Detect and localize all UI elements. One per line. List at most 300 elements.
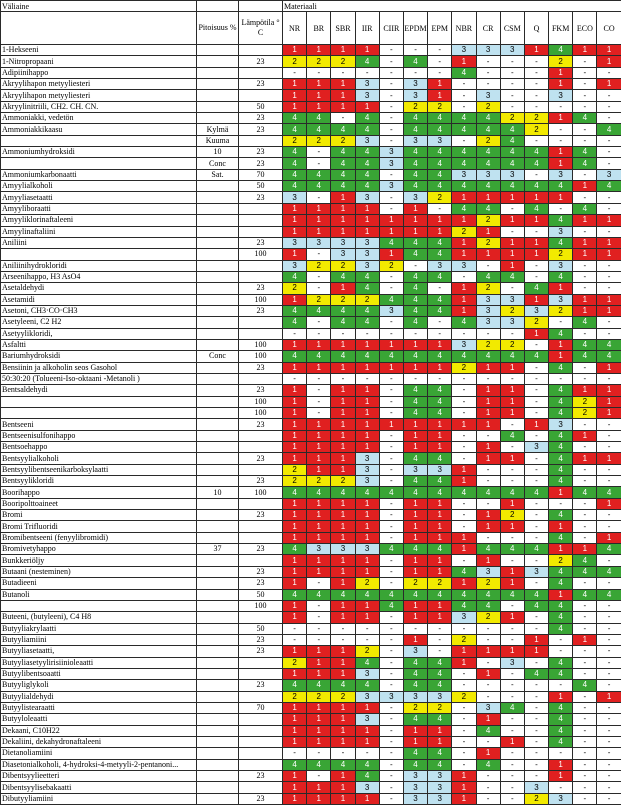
rating-cell-br: 1 bbox=[307, 714, 331, 725]
table-row bbox=[1, 113, 621, 124]
temperature-cell: 23 bbox=[239, 158, 283, 169]
temperature-cell: 23 bbox=[239, 419, 283, 430]
rating-cell-ciir: - bbox=[379, 430, 403, 441]
rating-cell-fkm: 4 bbox=[549, 271, 573, 282]
rating-cell-csm: 4 bbox=[500, 147, 524, 158]
temperature-cell: 70 bbox=[239, 169, 283, 180]
rating-cell-epm: - bbox=[428, 634, 452, 645]
rating-cell-co: - bbox=[597, 260, 621, 271]
rating-cell-co: 4 bbox=[597, 589, 621, 600]
rating-cell-epdm: 4 bbox=[403, 169, 427, 180]
rating-cell-q: 4 bbox=[524, 668, 548, 679]
rating-cell-csm: 1 bbox=[500, 408, 524, 419]
rating-cell-ciir: - bbox=[379, 680, 403, 691]
rating-cell-epdm: 4 bbox=[403, 305, 427, 316]
rating-cell-cr: - bbox=[476, 736, 500, 747]
table-row bbox=[1, 702, 621, 713]
table-row bbox=[1, 135, 621, 146]
rating-cell-co: - bbox=[597, 725, 621, 736]
medium-name: Butyyliglykoli bbox=[1, 680, 197, 691]
medium-name: Bunkkeriöljy bbox=[1, 555, 197, 566]
rating-cell-q: - bbox=[524, 748, 548, 759]
temperature-cell: 23 bbox=[239, 634, 283, 645]
rating-cell-csm: - bbox=[500, 373, 524, 384]
rating-cell-epm: 4 bbox=[428, 657, 452, 668]
medium-name: Asfaltti bbox=[1, 339, 197, 350]
rating-cell-eco: - bbox=[573, 260, 597, 271]
table-row bbox=[1, 385, 621, 396]
rating-cell-sbr: 1 bbox=[331, 453, 355, 464]
rating-cell-nbr: 1 bbox=[452, 578, 476, 589]
rating-cell-cr: - bbox=[476, 691, 500, 702]
rating-cell-epdm: 3 bbox=[403, 782, 427, 793]
rating-cell-epdm: 4 bbox=[403, 249, 427, 260]
rating-cell-ciir: 4 bbox=[379, 589, 403, 600]
rating-cell-fkm: - bbox=[549, 203, 573, 214]
rating-cell-sbr: 1 bbox=[331, 612, 355, 623]
rating-cell-epm: 1 bbox=[428, 430, 452, 441]
table-row bbox=[1, 215, 621, 226]
rating-cell-iir: 1 bbox=[355, 396, 379, 407]
header-blank-conc bbox=[197, 1, 239, 12]
temperature-cell bbox=[239, 373, 283, 384]
table-row bbox=[1, 725, 621, 736]
rating-cell-csm: - bbox=[500, 555, 524, 566]
rating-cell-epdm: 4 bbox=[403, 589, 427, 600]
concentration-cell bbox=[197, 453, 239, 464]
rating-cell-cr: 2 bbox=[476, 578, 500, 589]
rating-cell-q: 2 bbox=[524, 317, 548, 328]
rating-cell-cr: - bbox=[476, 464, 500, 475]
temperature-cell: 23 bbox=[239, 362, 283, 373]
rating-cell-iir: 4 bbox=[355, 271, 379, 282]
rating-cell-nbr: 2 bbox=[452, 634, 476, 645]
rating-cell-iir: - bbox=[355, 328, 379, 339]
rating-cell-epdm: 1 bbox=[403, 339, 427, 350]
rating-cell-nbr: - bbox=[452, 328, 476, 339]
rating-cell-eco: - bbox=[573, 283, 597, 294]
rating-cell-fkm: 1 bbox=[549, 487, 573, 498]
table-row bbox=[1, 691, 621, 702]
rating-cell-q: 4 bbox=[524, 147, 548, 158]
table-row bbox=[1, 362, 621, 373]
rating-cell-fkm: - bbox=[549, 101, 573, 112]
rating-cell-cr: 4 bbox=[476, 487, 500, 498]
table-row bbox=[1, 328, 621, 339]
rating-cell-ciir: - bbox=[379, 113, 403, 124]
rating-cell-nbr: 1 bbox=[452, 249, 476, 260]
rating-cell-sbr: 1 bbox=[331, 408, 355, 419]
temperature-cell: 100 bbox=[239, 249, 283, 260]
rating-cell-sbr: 4 bbox=[331, 317, 355, 328]
temperature-cell: 23 bbox=[239, 793, 283, 804]
concentration-cell bbox=[197, 339, 239, 350]
rating-cell-co: - bbox=[597, 714, 621, 725]
rating-cell-ciir: 4 bbox=[379, 544, 403, 555]
rating-cell-epdm: - bbox=[403, 67, 427, 78]
rating-cell-nbr: - bbox=[452, 759, 476, 770]
medium-name: Akryylihapon metyyliesteri bbox=[1, 90, 197, 101]
rating-cell-ciir: 1 bbox=[379, 419, 403, 430]
rating-cell-q: 1 bbox=[524, 634, 548, 645]
table-row bbox=[1, 192, 621, 203]
rating-cell-sbr: 2 bbox=[331, 260, 355, 271]
rating-cell-sbr: 1 bbox=[331, 555, 355, 566]
rating-cell-eco: - bbox=[573, 79, 597, 90]
temperature-cell: 23 bbox=[239, 237, 283, 248]
rating-cell-ciir: 4 bbox=[379, 487, 403, 498]
rating-cell-nr: 1 bbox=[283, 396, 307, 407]
rating-cell-ciir: - bbox=[379, 373, 403, 384]
rating-cell-br: 1 bbox=[307, 90, 331, 101]
rating-cell-q: - bbox=[524, 578, 548, 589]
rating-cell-sbr: 4 bbox=[331, 158, 355, 169]
rating-cell-csm: 2 bbox=[500, 305, 524, 316]
temperature-cell: 100 bbox=[239, 408, 283, 419]
rating-cell-sbr: 3 bbox=[331, 544, 355, 555]
rating-cell-nbr: 1 bbox=[452, 657, 476, 668]
table-row bbox=[1, 79, 621, 90]
rating-cell-eco: 1 bbox=[573, 294, 597, 305]
header-blank-medium bbox=[1, 12, 197, 45]
concentration-cell: 37 bbox=[197, 544, 239, 555]
concentration-cell bbox=[197, 215, 239, 226]
medium-name: Boorihappo bbox=[1, 487, 197, 498]
rating-cell-eco: - bbox=[573, 657, 597, 668]
rating-cell-q: 4 bbox=[524, 283, 548, 294]
rating-cell-eco: - bbox=[573, 793, 597, 804]
rating-cell-ciir: - bbox=[379, 771, 403, 782]
rating-cell-nbr: 4 bbox=[452, 181, 476, 192]
rating-cell-cr: 1 bbox=[476, 408, 500, 419]
rating-cell-epm: 1 bbox=[428, 226, 452, 237]
rating-cell-q: - bbox=[524, 362, 548, 373]
rating-cell-csm: - bbox=[500, 668, 524, 679]
rating-cell-nbr: 1 bbox=[452, 192, 476, 203]
rating-cell-iir: 1 bbox=[355, 702, 379, 713]
rating-cell-nr: 1 bbox=[283, 702, 307, 713]
rating-cell-nbr: - bbox=[452, 90, 476, 101]
rating-cell-cr: 4 bbox=[476, 725, 500, 736]
rating-cell-q: - bbox=[524, 385, 548, 396]
rating-cell-epdm: 4 bbox=[403, 408, 427, 419]
rating-cell-csm: - bbox=[500, 691, 524, 702]
rating-cell-epdm: 4 bbox=[403, 237, 427, 248]
rating-cell-co: - bbox=[597, 623, 621, 634]
rating-cell-nbr: 1 bbox=[452, 532, 476, 543]
rating-cell-q: - bbox=[524, 771, 548, 782]
rating-cell-sbr: 1 bbox=[331, 668, 355, 679]
medium-name: Adipiinihappo bbox=[1, 67, 197, 78]
rating-cell-csm: 1 bbox=[500, 237, 524, 248]
rating-cell-eco: - bbox=[573, 646, 597, 657]
concentration-cell bbox=[197, 736, 239, 747]
medium-name: Butyyliamiini bbox=[1, 634, 197, 645]
rating-cell-eco: 4 bbox=[573, 339, 597, 350]
rating-cell-csm: - bbox=[500, 90, 524, 101]
rating-cell-fkm: 1 bbox=[549, 544, 573, 555]
rating-cell-eco: 1 bbox=[573, 385, 597, 396]
rating-cell-iir: 3 bbox=[355, 691, 379, 702]
rating-cell-q: - bbox=[524, 135, 548, 146]
rating-cell-nr: - bbox=[283, 373, 307, 384]
temperature-cell: 23 bbox=[239, 510, 283, 521]
rating-cell-br: 4 bbox=[307, 759, 331, 770]
rating-cell-cr: 2 bbox=[476, 237, 500, 248]
rating-cell-sbr: - bbox=[331, 67, 355, 78]
rating-cell-cr: - bbox=[476, 793, 500, 804]
rating-cell-q: 4 bbox=[524, 589, 548, 600]
rating-cell-nbr: 2 bbox=[452, 362, 476, 373]
rating-cell-ciir: - bbox=[379, 453, 403, 464]
rating-cell-sbr: 1 bbox=[331, 657, 355, 668]
rating-cell-fkm: 1 bbox=[549, 771, 573, 782]
table-row bbox=[1, 600, 621, 611]
rating-cell-nr: 3 bbox=[283, 260, 307, 271]
rating-cell-epdm: 3 bbox=[403, 135, 427, 146]
rating-cell-nbr: 1 bbox=[452, 476, 476, 487]
rating-cell-epdm: 4 bbox=[403, 714, 427, 725]
rating-cell-fkm: 1 bbox=[549, 147, 573, 158]
concentration-cell bbox=[197, 634, 239, 645]
medium-name: Butyylibentsoaatti bbox=[1, 668, 197, 679]
rating-cell-co: - bbox=[597, 192, 621, 203]
rating-cell-eco: - bbox=[573, 532, 597, 543]
rating-cell-fkm: 4 bbox=[549, 464, 573, 475]
rating-cell-co: 4 bbox=[597, 544, 621, 555]
table-row bbox=[1, 714, 621, 725]
rating-cell-csm: 1 bbox=[500, 453, 524, 464]
rating-cell-csm: 1 bbox=[500, 249, 524, 260]
rating-cell-co: 1 bbox=[597, 691, 621, 702]
rating-cell-ciir: 3 bbox=[379, 147, 403, 158]
rating-cell-br: 4 bbox=[307, 124, 331, 135]
rating-cell-q: 1 bbox=[524, 646, 548, 657]
rating-cell-epdm: 4 bbox=[403, 158, 427, 169]
rating-cell-co: 1 bbox=[597, 79, 621, 90]
medium-name: Ammoniumkarbonaatti bbox=[1, 169, 197, 180]
rating-cell-eco: - bbox=[573, 736, 597, 747]
rating-cell-sbr: 1 bbox=[331, 532, 355, 543]
rating-cell-sbr: 1 bbox=[331, 464, 355, 475]
rating-cell-ciir: 3 bbox=[379, 691, 403, 702]
rating-cell-iir: 3 bbox=[355, 237, 379, 248]
rating-cell-epm: 4 bbox=[428, 476, 452, 487]
rating-cell-nr: 1 bbox=[283, 714, 307, 725]
rating-cell-cr: - bbox=[476, 634, 500, 645]
rating-cell-csm: 4 bbox=[500, 351, 524, 362]
medium-name: Buteeni, (butyleeni), C4 H8 bbox=[1, 612, 197, 623]
rating-cell-ciir: 3 bbox=[379, 305, 403, 316]
rating-cell-nr: 1 bbox=[283, 771, 307, 782]
table-row bbox=[1, 249, 621, 260]
rating-cell-cr: 4 bbox=[476, 589, 500, 600]
temperature-cell: 23 bbox=[239, 385, 283, 396]
concentration-cell: Kylmä bbox=[197, 124, 239, 135]
rating-cell-epm: 1 bbox=[428, 532, 452, 543]
table-row bbox=[1, 657, 621, 668]
rating-cell-co: 1 bbox=[597, 45, 621, 56]
rating-cell-fkm: 4 bbox=[549, 657, 573, 668]
rating-cell-eco: 4 bbox=[573, 566, 597, 577]
temperature-cell: 50 bbox=[239, 101, 283, 112]
concentration-cell bbox=[197, 612, 239, 623]
temperature-cell bbox=[239, 271, 283, 282]
rating-cell-ciir: - bbox=[379, 79, 403, 90]
rating-cell-epdm: 4 bbox=[403, 113, 427, 124]
rating-cell-cr: - bbox=[476, 79, 500, 90]
table-row bbox=[1, 464, 621, 475]
rating-cell-nr: 1 bbox=[283, 430, 307, 441]
rating-cell-epdm: 1 bbox=[403, 430, 427, 441]
rating-cell-q: - bbox=[524, 90, 548, 101]
rating-cell-fkm: 1 bbox=[549, 67, 573, 78]
temperature-cell bbox=[239, 555, 283, 566]
rating-cell-co: - bbox=[597, 147, 621, 158]
rating-cell-fkm: - bbox=[549, 782, 573, 793]
table-row bbox=[1, 203, 621, 214]
medium-name: Butadieeni bbox=[1, 578, 197, 589]
rating-cell-br: 1 bbox=[307, 510, 331, 521]
rating-cell-sbr: 1 bbox=[331, 771, 355, 782]
rating-cell-br: 1 bbox=[307, 464, 331, 475]
temperature-cell: 23 bbox=[239, 566, 283, 577]
rating-cell-epdm: 1 bbox=[403, 226, 427, 237]
rating-cell-cr: 1 bbox=[476, 249, 500, 260]
rating-cell-epm: 4 bbox=[428, 759, 452, 770]
concentration-cell bbox=[197, 555, 239, 566]
rating-cell-eco: - bbox=[573, 169, 597, 180]
rating-cell-nr: 1 bbox=[283, 578, 307, 589]
rating-cell-nr: 4 bbox=[283, 147, 307, 158]
rating-cell-co: - bbox=[597, 317, 621, 328]
rating-cell-ciir: - bbox=[379, 668, 403, 679]
rating-cell-csm: - bbox=[500, 101, 524, 112]
rating-cell-nbr: 1 bbox=[452, 294, 476, 305]
rating-cell-eco: 2 bbox=[573, 408, 597, 419]
rating-cell-ciir: - bbox=[379, 634, 403, 645]
rating-cell-cr: 3 bbox=[476, 702, 500, 713]
temperature-cell bbox=[239, 215, 283, 226]
rating-cell-iir: 1 bbox=[355, 215, 379, 226]
rating-cell-ciir: - bbox=[379, 646, 403, 657]
rating-cell-nbr: 1 bbox=[452, 782, 476, 793]
rating-cell-iir: 1 bbox=[355, 419, 379, 430]
rating-cell-fkm: 4 bbox=[549, 714, 573, 725]
rating-cell-fkm: 4 bbox=[549, 623, 573, 634]
rating-cell-co: - bbox=[597, 419, 621, 430]
rating-cell-nr: 1 bbox=[283, 203, 307, 214]
concentration-cell bbox=[197, 305, 239, 316]
rating-cell-nbr: 3 bbox=[452, 169, 476, 180]
medium-name: Ammoniakki, vedetön bbox=[1, 113, 197, 124]
rating-cell-nbr: 4 bbox=[452, 67, 476, 78]
temperature-cell bbox=[239, 668, 283, 679]
rating-cell-fkm: - bbox=[549, 373, 573, 384]
rating-cell-co: - bbox=[597, 90, 621, 101]
rating-cell-epdm: 1 bbox=[403, 521, 427, 532]
concentration-cell bbox=[197, 408, 239, 419]
table-row bbox=[1, 147, 621, 158]
rating-cell-co: - bbox=[597, 736, 621, 747]
rating-cell-fkm: 4 bbox=[549, 600, 573, 611]
concentration-cell bbox=[197, 476, 239, 487]
rating-cell-iir: 1 bbox=[355, 430, 379, 441]
rating-cell-br: 1 bbox=[307, 702, 331, 713]
rating-cell-fkm: 2 bbox=[549, 555, 573, 566]
rating-cell-co: 1 bbox=[597, 249, 621, 260]
rating-cell-iir: 3 bbox=[355, 476, 379, 487]
temperature-cell bbox=[239, 782, 283, 793]
rating-cell-br: 2 bbox=[307, 260, 331, 271]
rating-cell-epm: - bbox=[428, 623, 452, 634]
header-material-br: BR bbox=[307, 12, 331, 45]
medium-name: Dietanoliamiini bbox=[1, 748, 197, 759]
concentration-cell: Conc bbox=[197, 351, 239, 362]
rating-cell-br: 4 bbox=[307, 680, 331, 691]
rating-cell-eco: - bbox=[573, 725, 597, 736]
rating-cell-nbr: 3 bbox=[452, 612, 476, 623]
rating-cell-csm: - bbox=[500, 203, 524, 214]
rating-cell-iir: 4 bbox=[355, 113, 379, 124]
medium-name: Ammoniakkikaasu bbox=[1, 124, 197, 135]
rating-cell-nbr: 4 bbox=[452, 589, 476, 600]
rating-cell-csm: 1 bbox=[500, 396, 524, 407]
rating-cell-sbr: 1 bbox=[331, 725, 355, 736]
rating-cell-br: 1 bbox=[307, 101, 331, 112]
rating-cell-epm: 1 bbox=[428, 725, 452, 736]
rating-cell-co: 1 bbox=[597, 498, 621, 509]
rating-cell-epdm: 1 bbox=[403, 442, 427, 453]
rating-cell-br: 4 bbox=[307, 487, 331, 498]
rating-cell-q: 4 bbox=[524, 203, 548, 214]
rating-cell-epm: 3 bbox=[428, 782, 452, 793]
rating-cell-nbr: 4 bbox=[452, 124, 476, 135]
temperature-cell: 100 bbox=[239, 396, 283, 407]
rating-cell-epm: 3 bbox=[428, 793, 452, 804]
header-material-q: Q bbox=[524, 12, 548, 45]
rating-cell-co: 1 bbox=[597, 396, 621, 407]
table-row bbox=[1, 373, 621, 384]
table-row bbox=[1, 532, 621, 543]
rating-cell-co: - bbox=[597, 101, 621, 112]
rating-cell-eco: - bbox=[573, 135, 597, 146]
rating-cell-iir: 2 bbox=[355, 578, 379, 589]
rating-cell-nbr: - bbox=[452, 736, 476, 747]
rating-cell-br: - bbox=[307, 578, 331, 589]
concentration-cell: Sat. bbox=[197, 169, 239, 180]
rating-cell-fkm: - bbox=[549, 135, 573, 146]
medium-name: Bentsoehappo bbox=[1, 442, 197, 453]
rating-cell-q: - bbox=[524, 464, 548, 475]
rating-cell-epm: - bbox=[428, 45, 452, 56]
rating-cell-ciir: - bbox=[379, 90, 403, 101]
medium-name: Butyyloleaatti bbox=[1, 714, 197, 725]
rating-cell-nr: 1 bbox=[283, 339, 307, 350]
concentration-cell bbox=[197, 203, 239, 214]
rating-cell-q: - bbox=[524, 657, 548, 668]
temperature-cell: 100 bbox=[239, 351, 283, 362]
rating-cell-nbr: - bbox=[452, 725, 476, 736]
rating-cell-fkm: 1 bbox=[549, 339, 573, 350]
rating-cell-nr: 1 bbox=[283, 419, 307, 430]
rating-cell-csm: - bbox=[500, 680, 524, 691]
medium-name bbox=[1, 600, 197, 611]
rating-cell-nr: 1 bbox=[283, 532, 307, 543]
rating-cell-br: 1 bbox=[307, 657, 331, 668]
rating-cell-q: - bbox=[524, 702, 548, 713]
rating-cell-cr: 3 bbox=[476, 305, 500, 316]
